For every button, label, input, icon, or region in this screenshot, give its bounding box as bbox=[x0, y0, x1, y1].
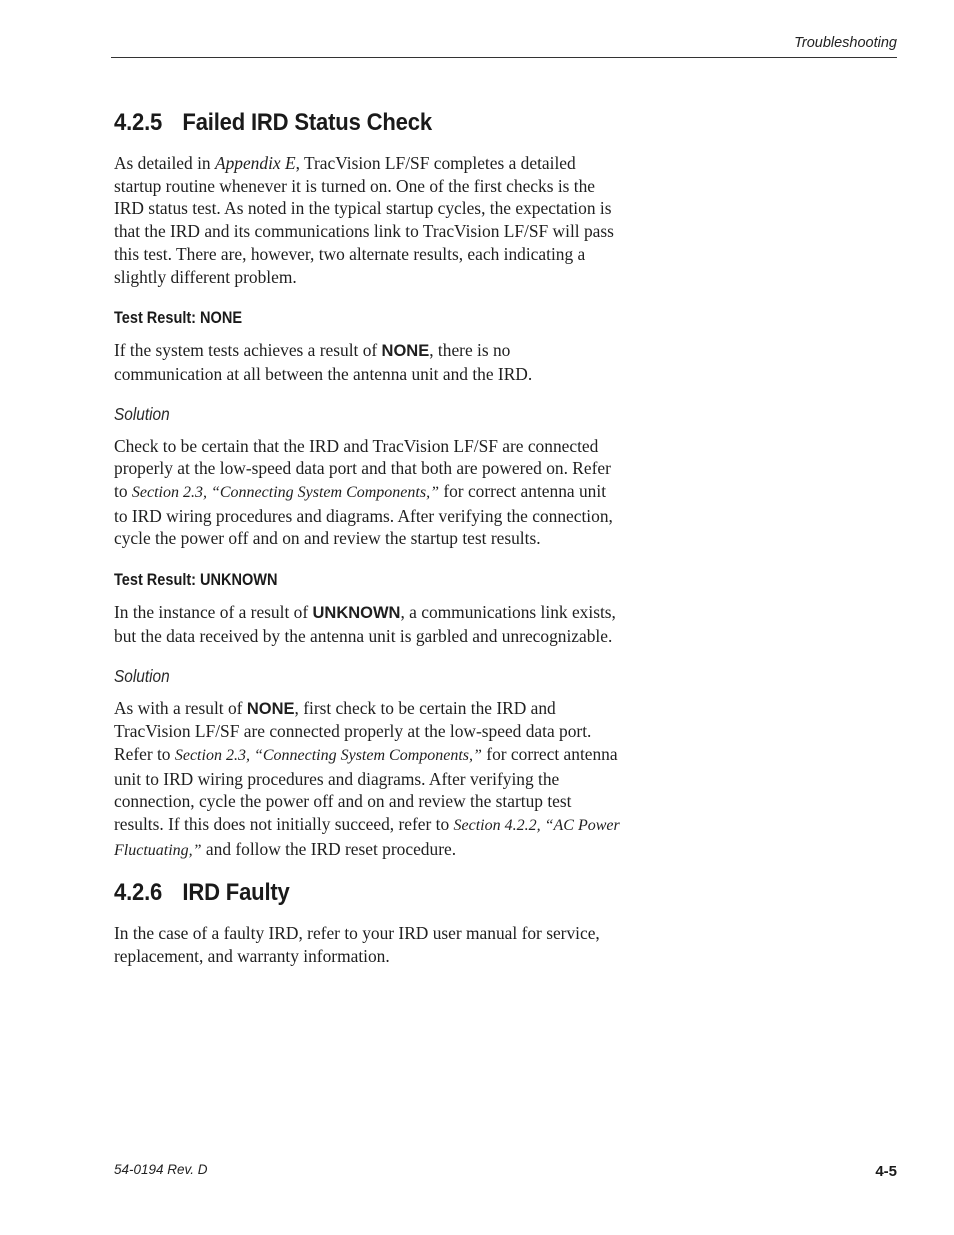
appendix-reference: Appendix E bbox=[214, 153, 296, 173]
text-run: and follow the IRD reset procedure. bbox=[201, 838, 457, 859]
text-run: , first check to be certain the IRD and TracVision LF/SF are connected properly at the low-speed data port. Refer to bbox=[114, 697, 592, 764]
unknown-result-paragraph bbox=[114, 601, 620, 647]
text-run: As detailed in bbox=[114, 153, 215, 173]
intro-paragraph bbox=[114, 152, 620, 288]
subheading-test-result-none: Test Result: NONE bbox=[114, 309, 243, 328]
cross-reference-section-2-3: Section 2.3, “Connecting System Components,” bbox=[131, 484, 439, 502]
result-code-unknown: UNKNOWN bbox=[312, 604, 401, 623]
none-solution-paragraph bbox=[114, 435, 620, 551]
text-run: for correct antenna unit to IRD wiring procedures and diagrams. After verifying the connection, cycle the power off and on and review the startup test results. bbox=[114, 481, 613, 549]
solution-label-unknown: Solution bbox=[114, 665, 170, 686]
section-number: 4.2.6 bbox=[114, 879, 163, 907]
text-run: Check to be certain that the IRD and TracVision LF/SF are connected properly at the low-speed data port and that both are powered on. Refer to bbox=[114, 435, 611, 502]
section-heading-4-2-6 bbox=[114, 876, 569, 910]
ird-faulty-paragraph: In the case of a faulty IRD, refer to your IRD user manual for service, replacement, and warranty information. bbox=[114, 923, 600, 967]
result-code-none: NONE bbox=[381, 342, 430, 361]
cross-reference-section-2-3: Section 2.3, “Connecting System Components,” bbox=[174, 746, 482, 764]
section-heading-4-2-5 bbox=[114, 106, 569, 140]
none-result-paragraph bbox=[114, 339, 620, 385]
unknown-solution-paragraph bbox=[114, 697, 620, 863]
section-title: Failed IRD Status Check bbox=[182, 109, 432, 136]
footer-document-id: 54-0194 Rev. D bbox=[114, 1162, 208, 1177]
text-run: If the system tests achieves a result of bbox=[114, 340, 382, 361]
text-run: As with a result of bbox=[114, 697, 247, 718]
text-run: , TracVision LF/SF completes a detailed startup routine whenever it is turned on. One of the first checks is the IRD status test. As noted in the typical startup cycles, the expectation is that the IRD and its communications link to TracVision LF/SF will pass this test. There are, however, two alternate results, each indicating a slightly different problem. bbox=[114, 153, 614, 287]
text-run: , a communications link exists, but the data received by the antenna unit is garbled and unrecognizable. bbox=[114, 602, 616, 646]
page-content bbox=[114, 106, 620, 968]
text-run: for correct antenna unit to IRD wiring procedures and diagrams. After verifying the connection, cycle the power off and on and review the startup test results. If this does not initially succeed, refer to bbox=[114, 743, 618, 835]
solution-label-none: Solution bbox=[114, 403, 170, 424]
cross-reference-section-4-2-2: Section 4.2.2, “AC Power Fluctuating,” bbox=[114, 817, 620, 859]
header-rule bbox=[111, 57, 897, 58]
subheading-test-result-unknown: Test Result: UNKNOWN bbox=[114, 571, 278, 590]
running-header-title: Troubleshooting bbox=[794, 35, 897, 51]
text-run: In the instance of a result of bbox=[114, 602, 313, 623]
footer-page-number: 4-5 bbox=[875, 1163, 897, 1180]
section-number: 4.2.5 bbox=[114, 109, 163, 136]
text-run: , there is no communication at all between the antenna unit and the IRD. bbox=[114, 340, 533, 384]
section-title: IRD Faulty bbox=[182, 879, 290, 907]
result-code-none: NONE bbox=[246, 699, 295, 718]
